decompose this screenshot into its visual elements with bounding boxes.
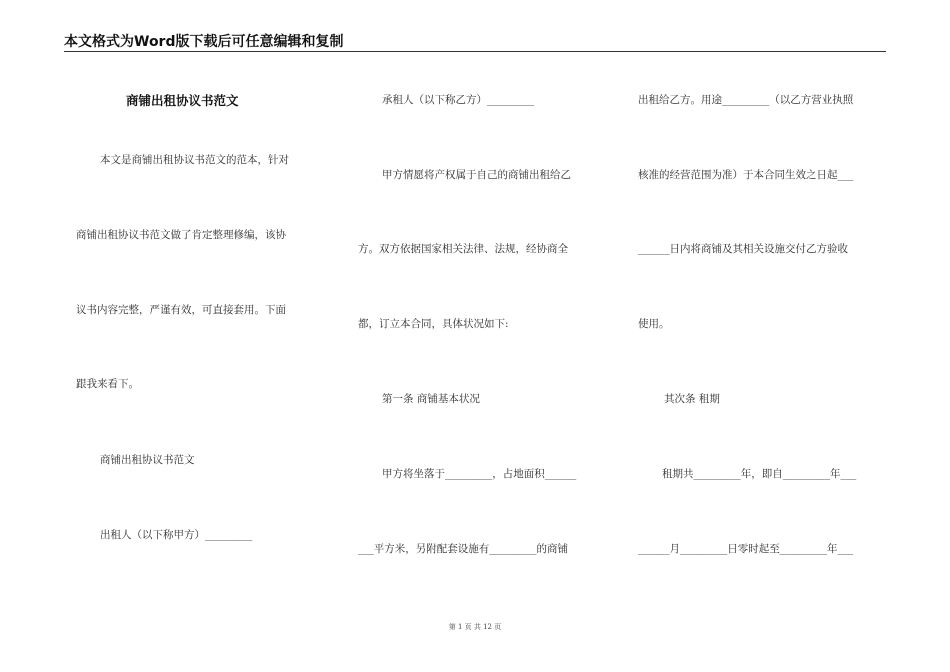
paragraph-line: 甲方将坐落于_________，占地面积______ <box>382 468 577 480</box>
text-column-3 <box>638 60 888 620</box>
paragraph-line: 出租人（以下称甲方）_________ <box>100 529 253 541</box>
header-text: 本文格式为Word版下载后可任意编辑和复制 <box>64 34 344 50</box>
document-title: 商铺出租协议书范文 <box>126 93 239 108</box>
paragraph-line: ______月_________日零时起至_________年___ <box>638 543 854 555</box>
paragraph-line: 方。双方依据国家相关法律、法规，经协商全 <box>358 243 568 255</box>
paragraph-line: ______日内将商铺及其相关设施交付乙方验收 <box>638 243 848 255</box>
paragraph-line: ___平方米，另附配套设施有_________的商铺 <box>358 543 568 555</box>
section-heading: 其次条 租期 <box>664 393 720 405</box>
paragraph-line: 都，订立本合同，具体状况如下: <box>358 318 509 330</box>
paragraph-line: 跟我来看下。 <box>76 378 139 390</box>
paragraph-line: 议书内容完整，严谨有效，可直接套用。下面 <box>76 304 286 316</box>
paragraph-line: 商铺出租协议书范文做了肯定整理修编，该协 <box>76 229 286 241</box>
section-heading: 第一条 商铺基本状况 <box>382 393 480 405</box>
text-column-2 <box>358 60 608 620</box>
paragraph-line: 甲方情愿将产权属于自己的商铺出租给乙 <box>382 169 571 181</box>
page-number: 第 1 页 共 12 页 <box>448 623 502 631</box>
paragraph-line: 承租人（以下称乙方）_________ <box>382 94 535 106</box>
paragraph-line: 使用。 <box>638 318 670 330</box>
page-header <box>64 33 886 52</box>
paragraph-line: 租期共_________年，即自_________年___ <box>662 468 857 480</box>
section-heading: 商铺出租协议书范文 <box>100 454 195 466</box>
paragraph-line: 本文是商铺出租协议书范文的范本，针对 <box>100 154 289 166</box>
paragraph-line: 出租给乙方。用途_________（以乙方营业执照 <box>638 94 854 106</box>
text-column-1 <box>76 60 326 620</box>
paragraph-line: 核准的经营范围为准）于本合同生效之日起___ <box>638 169 854 181</box>
